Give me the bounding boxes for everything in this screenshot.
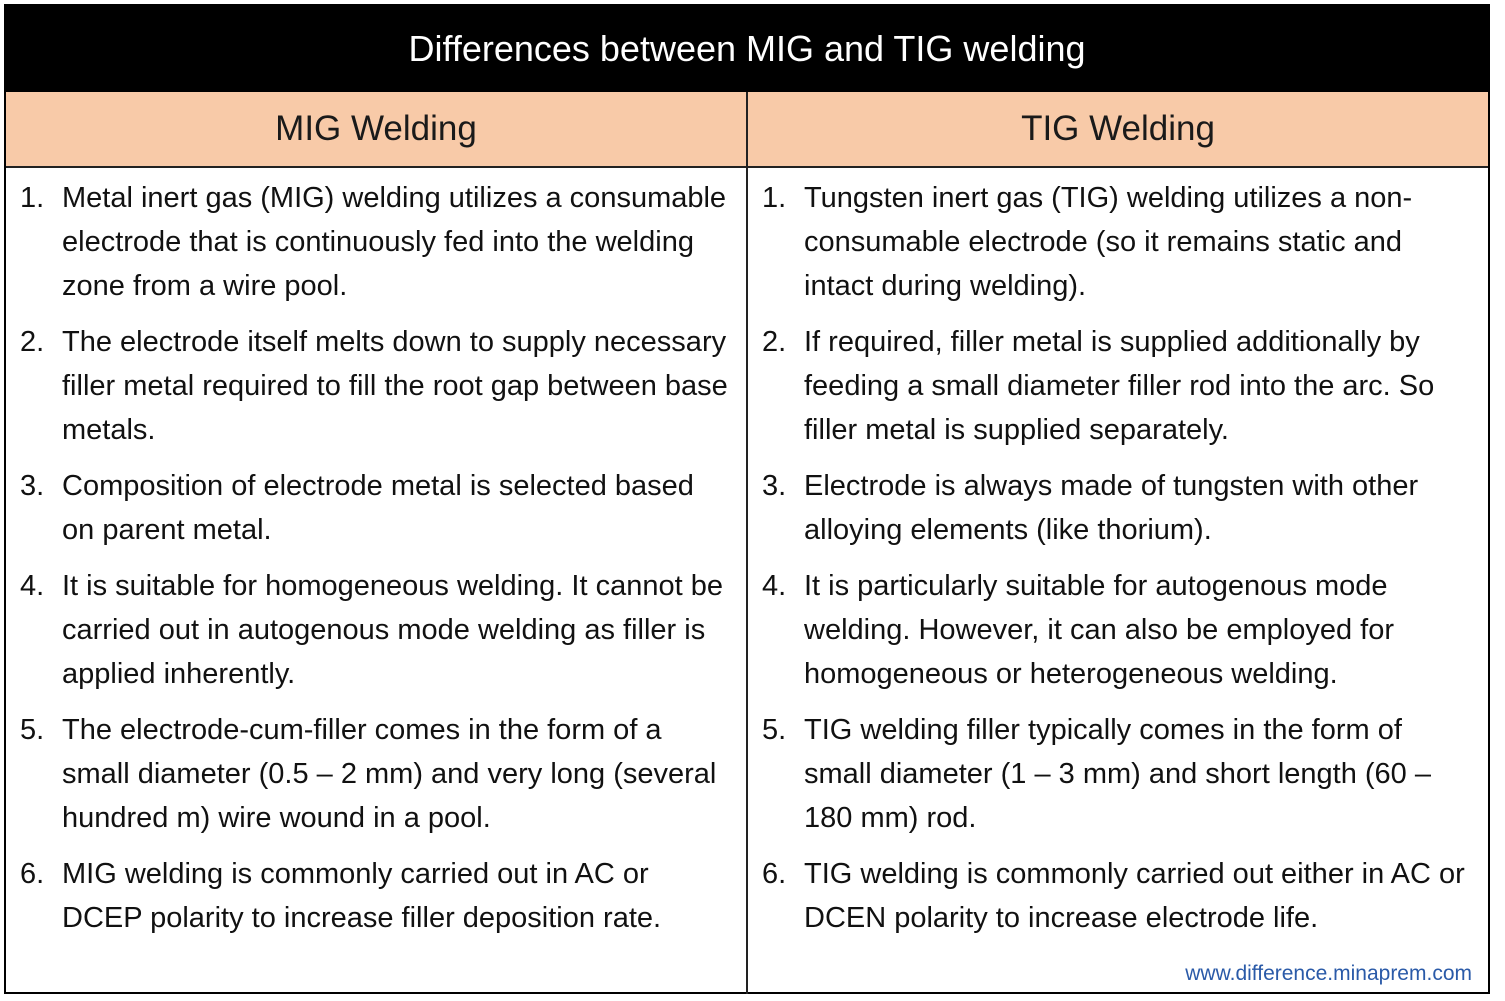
tig-column [748,168,1488,994]
list-item [762,564,1474,696]
list-item [762,176,1474,308]
comparison-table [4,4,1490,994]
mig-list [20,176,732,940]
item-number: 6. [762,858,787,890]
header-row [6,92,1488,168]
list-item [762,852,1474,940]
item-text: The electrode itself melts down to supply necessary filler metal required to fill the root gap between base metals. [62,326,728,446]
table-title: Differences between MIG and TIG welding [6,6,1488,92]
list-item [20,564,732,696]
list-item [20,708,732,840]
item-text: Tungsten inert gas (TIG) welding utilizes a non-consumable electrode (so it remains static and intact during welding). [804,182,1413,302]
item-number: 6. [20,858,45,890]
list-item [762,464,1474,552]
item-text: Electrode is always made of tungsten with other alloying elements (like thorium). [804,470,1419,546]
item-number: 2. [762,326,787,358]
item-number: 3. [20,470,45,502]
list-item [20,852,732,940]
item-number: 2. [20,326,45,358]
list-item [762,320,1474,452]
item-number: 4. [20,570,45,602]
item-text: The electrode-cum-filler comes in the form of a small diameter (0.5 – 2 mm) and very long (several hundred m) wire wound in a pool. [62,714,717,834]
item-text: Metal inert gas (MIG) welding utilizes a consumable electrode that is continuously fed into the welding zone from a wire pool. [62,182,727,302]
item-number: 4. [762,570,787,602]
body-row [6,168,1488,994]
header-mig: MIG Welding [6,92,748,166]
item-number: 1. [20,182,45,214]
item-number: 3. [762,470,787,502]
item-text: It is particularly suitable for autogenous mode welding. However, it can also be employed for homogeneous or heterogeneous welding. [804,570,1394,690]
list-item [762,708,1474,840]
header-tig: TIG Welding [1021,109,1215,148]
list-item [20,176,732,308]
item-text: MIG welding is commonly carried out in AC or DCEP polarity to increase filler deposition rate. [62,858,662,934]
item-number: 1. [762,182,787,214]
item-text: Composition of electrode metal is selected based on parent metal. [62,470,694,546]
tig-list [762,176,1474,940]
item-text: TIG welding is commonly carried out either in AC or DCEN polarity to increase electrode life. [804,858,1465,934]
watermark-text: www.difference.minaprem.com [1185,962,1472,985]
item-number: 5. [762,714,787,746]
list-item [20,320,732,452]
item-text: It is suitable for homogeneous welding. It cannot be carried out in autogenous mode welding as filler is applied inherently. [62,570,723,690]
item-number: 5. [20,714,45,746]
item-text: TIG welding filler typically comes in the form of small diameter (1 – 3 mm) and short length (60 – 180 mm) rod. [804,714,1431,834]
list-item [20,464,732,552]
mig-column [6,168,748,994]
item-text: If required, filler metal is supplied additionally by feeding a small diameter filler rod into the arc. So filler metal is supplied separately. [804,326,1435,446]
